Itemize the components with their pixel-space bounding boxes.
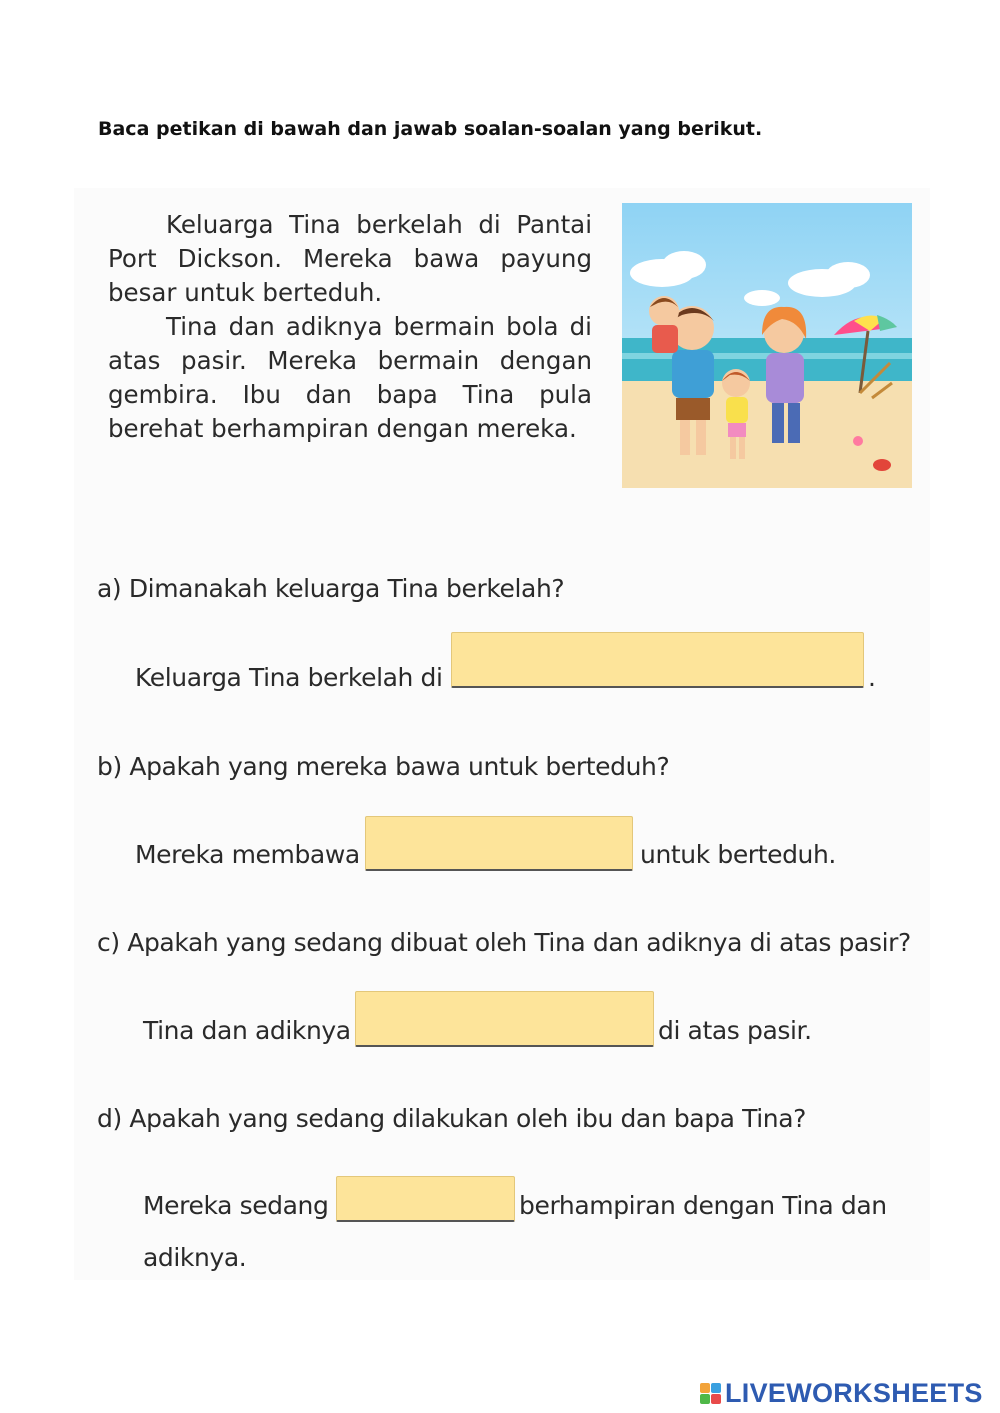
- question-a: a) Dimanakah keluarga Tina berkelah?: [97, 574, 565, 603]
- answer-c-input[interactable]: [356, 992, 653, 1045]
- instruction-text: Baca petikan di bawah dan jawab soalan-soalan yang berikut.: [98, 118, 763, 140]
- question-c: c) Apakah yang sedang dibuat oleh Tina dan adiknya di atas pasir?: [97, 928, 911, 957]
- answer-c-blank[interactable]: [355, 991, 654, 1047]
- answer-c-prefix: Tina dan adiknya: [143, 1016, 351, 1045]
- liveworksheets-logo-icon: [700, 1383, 722, 1405]
- liveworksheets-logo[interactable]: [700, 1378, 983, 1409]
- answer-b-suffix: untuk berteduh.: [640, 840, 836, 869]
- answer-d-suffix-line2: adiknya.: [143, 1243, 247, 1272]
- answer-d-suffix: berhampiran dengan Tina dan: [519, 1191, 887, 1220]
- answer-a-prefix: Keluarga Tina berkelah di: [135, 663, 443, 692]
- answer-a-input[interactable]: [452, 633, 863, 686]
- brand-name: LIVEWORKSHEETS: [725, 1378, 983, 1408]
- passage-paragraph-2: Tina dan adiknya bermain bola di atas pasir. Mereka bermain dengan gembira. Ibu dan bapa Tina pula berehat berhampiran dengan mereka.: [108, 312, 592, 443]
- answer-d-blank[interactable]: [336, 1176, 515, 1222]
- answer-d-input[interactable]: [337, 1177, 514, 1220]
- question-b: b) Apakah yang mereka bawa untuk berteduh?: [97, 752, 670, 781]
- family-beach-illustration: [622, 203, 912, 488]
- answer-d-prefix: Mereka sedang: [143, 1191, 329, 1220]
- answer-c-suffix: di atas pasir.: [658, 1016, 812, 1045]
- answer-b-input[interactable]: [366, 817, 632, 869]
- reading-passage: [108, 208, 592, 446]
- answer-a-suffix: .: [868, 663, 876, 692]
- answer-b-prefix: Mereka membawa: [135, 840, 360, 869]
- question-d: d) Apakah yang sedang dilakukan oleh ibu dan bapa Tina?: [97, 1104, 807, 1133]
- passage-paragraph-1: Keluarga Tina berkelah di Pantai Port Dickson. Mereka bawa payung besar untuk berteduh.: [108, 210, 592, 307]
- answer-b-blank[interactable]: [365, 816, 633, 871]
- answer-a-blank[interactable]: [451, 632, 864, 688]
